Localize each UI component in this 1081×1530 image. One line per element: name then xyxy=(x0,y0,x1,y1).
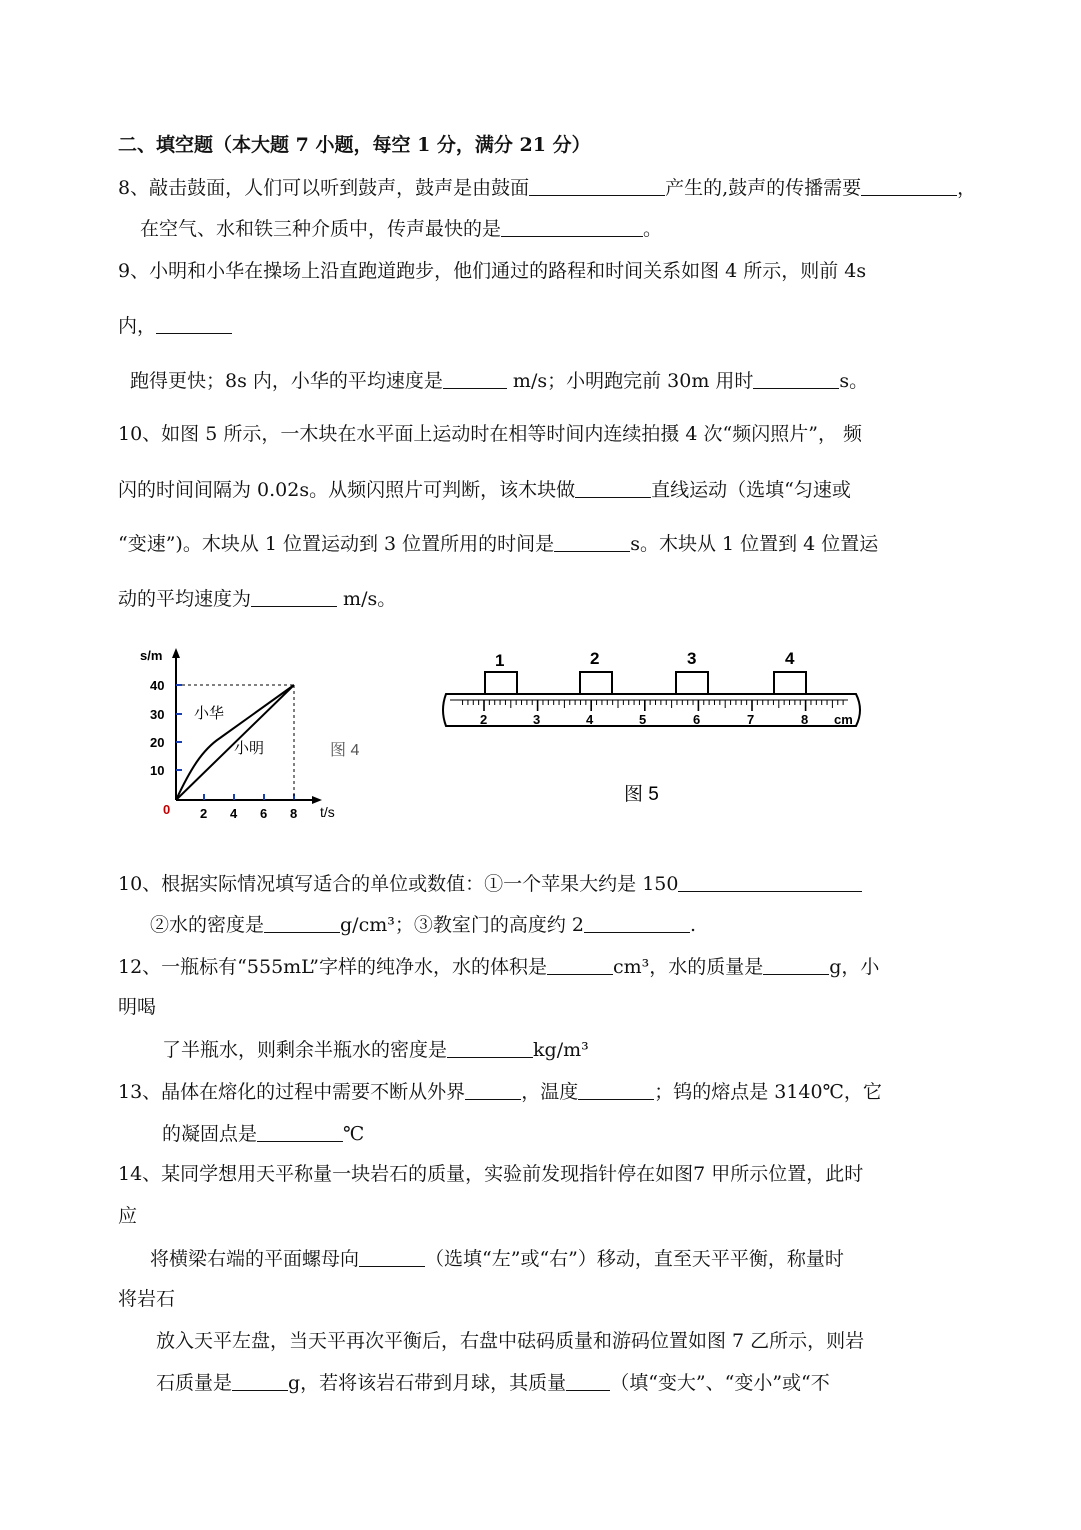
q10a-blank-1[interactable] xyxy=(575,477,651,498)
q14-text-e: （填“变大”、“变小”或“不 xyxy=(610,1372,830,1394)
fig5-marker: 2 xyxy=(590,649,600,668)
q14-line6 xyxy=(156,1370,830,1395)
q9-blank-1[interactable] xyxy=(156,313,232,334)
fig5-unit: cm xyxy=(834,712,853,727)
fig5-scale-label: 5 xyxy=(639,712,647,727)
q13-text-e: ℃ xyxy=(343,1123,365,1145)
q9-text-d: s。 xyxy=(839,370,869,392)
figure-4 xyxy=(130,640,380,830)
fig4-ytick-label: 40 xyxy=(150,678,165,693)
fig4-xtick-label: 2 xyxy=(200,806,208,821)
q9-text-a: 内， xyxy=(118,315,157,337)
fig5-scale-label: 7 xyxy=(747,712,755,727)
q9-text-b: 跑得更快；8s 内，小华的平均速度是 xyxy=(130,370,443,392)
q8-text-d: 在空气、水和铁三种介质中，传声最快的是 xyxy=(140,218,502,240)
q9-line2 xyxy=(118,313,232,338)
q14-blank-2[interactable] xyxy=(232,1370,288,1391)
q12-line3 xyxy=(162,1037,589,1062)
q10a-line2 xyxy=(118,477,851,502)
fig5-scale-label: 2 xyxy=(480,712,488,727)
q10a-text-b: 直线运动（选填“匀速或 xyxy=(651,479,851,501)
q9-line1: 9、小明和小华在操场上沿直跑道跑步，他们通过的路程和时间关系如图 4 所示，则前 4s xyxy=(118,260,867,282)
q13-text-b: ，温度 xyxy=(521,1081,579,1103)
q11-text-d: . xyxy=(689,914,697,936)
q13-line2 xyxy=(162,1121,364,1146)
fig4-ytick-label: 10 xyxy=(150,763,165,778)
fig4-series-label: 小明 xyxy=(234,740,265,757)
q14-blank-1[interactable] xyxy=(359,1246,425,1267)
q10a-line1: 10、如图 5 所示，一木块在水平面上运动时在相等时间内连续拍摄 4 次“频闪照片”， 频 xyxy=(118,423,862,445)
q12-line1 xyxy=(118,954,879,979)
q8-blank-1[interactable] xyxy=(529,175,665,196)
q8-blank-3[interactable] xyxy=(501,216,643,237)
fig5-block xyxy=(676,672,708,694)
fig4-caption: 图 4 xyxy=(330,742,360,759)
q10a-blank-2[interactable] xyxy=(554,531,630,552)
q14-text-a: 将横梁右端的平面螺母向 xyxy=(150,1248,360,1270)
fig4-xtick-label: 8 xyxy=(290,806,298,821)
fig4-ytick-label: 20 xyxy=(150,735,165,750)
q14-text-c: 石质量是 xyxy=(156,1372,233,1394)
fig4-x-arrow xyxy=(312,796,322,804)
fig4-y-arrow xyxy=(172,648,180,658)
fig5-scale-label: 8 xyxy=(801,712,809,727)
q13-blank-2[interactable] xyxy=(578,1079,654,1100)
fig5-block xyxy=(485,672,517,694)
q11-blank-1[interactable] xyxy=(678,871,862,892)
q14-line1: 14、某同学想用天平称量一块岩石的质量，实验前发现指针停在如图7 甲所示位置，此时 xyxy=(118,1163,864,1185)
fig4-xtick-label: 4 xyxy=(230,806,238,821)
fig5-caption: 图 5 xyxy=(624,784,659,805)
q12-blank-3[interactable] xyxy=(447,1037,533,1058)
q10a-text-f: m/s。 xyxy=(337,588,397,610)
q8-line1 xyxy=(118,175,976,200)
figure-4-graph xyxy=(130,640,380,830)
q10a-text-a: 闪的时间间隔为 0.02s。从频闪照片可判断，该木块做 xyxy=(118,479,576,501)
q8-text-e: 。 xyxy=(643,218,663,240)
q10a-line3 xyxy=(118,531,878,556)
q11-blank-2[interactable] xyxy=(264,912,340,933)
q11-text-a: 10、根据实际情况填写适合的单位或数值：①一个苹果大约是 150 xyxy=(118,873,679,895)
q10a-text-d: s。木块从 1 位置到 4 位置运 xyxy=(630,533,879,555)
q9-line3 xyxy=(130,368,868,393)
q9-text-c: m/s；小明跑完前 30m 用时 xyxy=(506,370,754,392)
q11-line1 xyxy=(118,871,862,896)
fig5-marker: 1 xyxy=(495,651,505,670)
fig5-ruler-body xyxy=(443,694,860,726)
fig5-scale-label: 3 xyxy=(533,712,541,727)
fig5-block xyxy=(774,672,806,694)
q14-line5: 放入天平左盘，当天平再次平衡后，右盘中砝码质量和游码位置如图 7 乙所示，则岩 xyxy=(156,1330,865,1352)
fig4-xlabel: t/s xyxy=(320,804,335,820)
q14-text-d: g，若将该岩石带到月球，其质量 xyxy=(288,1372,567,1394)
fig5-marker: 3 xyxy=(687,649,697,668)
q14-text-b: （选填“左”或“右”）移动，直至天平平衡，称量时 xyxy=(425,1248,844,1270)
q13-text-d: 的凝固点是 xyxy=(162,1123,258,1145)
q8-text-b: 产生的,鼓声的传播需要 xyxy=(665,177,862,199)
q13-blank-1[interactable] xyxy=(465,1079,521,1100)
q14-line2: 应 xyxy=(118,1205,138,1227)
fig4-origin: 0 xyxy=(163,802,171,817)
q12-text-a: 12、一瓶标有“555mL”字样的纯净水，水的体积是 xyxy=(118,956,547,978)
q10a-line4 xyxy=(118,586,396,611)
q13-text-a: 13、晶体在熔化的过程中需要不断从外界 xyxy=(118,1081,466,1103)
fig5-scale-label: 6 xyxy=(693,712,701,727)
q11-text-c: g/cm³；③教室门的高度约 2 xyxy=(340,914,584,936)
q13-line1 xyxy=(118,1079,882,1104)
q11-text-b: ②水的密度是 xyxy=(150,914,265,936)
q12-text-d: 了半瓶水，则剩余半瓶水的密度是 xyxy=(162,1039,448,1061)
q12-text-c: g，小 xyxy=(829,956,880,978)
fig5-block xyxy=(580,672,612,694)
q10a-text-e: 动的平均速度为 xyxy=(118,588,252,610)
fig4-series-label: 小华 xyxy=(194,705,225,722)
q11-line2 xyxy=(150,912,696,937)
q12-text-b: cm³，水的质量是 xyxy=(612,956,764,978)
q12-blank-1[interactable] xyxy=(547,954,613,975)
q14-line4: 将岩石 xyxy=(118,1288,176,1310)
q13-blank-3[interactable] xyxy=(257,1121,343,1142)
q10a-text-c: “变速”)。木块从 1 位置运动到 3 位置所用的时间是 xyxy=(118,533,555,555)
q9-blank-3[interactable] xyxy=(753,368,839,389)
q14-line3 xyxy=(150,1246,844,1271)
section-title: 二、填空题（本大题 7 小题，每空 1 分，满分 21 分） xyxy=(118,134,591,156)
q12-text-e: kg/m³ xyxy=(533,1039,589,1061)
q11-blank-3[interactable] xyxy=(584,912,690,933)
q8-blank-2[interactable] xyxy=(861,175,957,196)
figure-5 xyxy=(438,640,868,810)
fig5-marker: 4 xyxy=(785,649,795,668)
q14-blank-3[interactable] xyxy=(566,1370,610,1391)
fig4-ylabel: s/m xyxy=(140,648,163,663)
q8-text-c: ， xyxy=(957,177,977,199)
q12-blank-2[interactable] xyxy=(763,954,829,975)
q9-blank-2[interactable] xyxy=(443,368,507,389)
q13-text-c: ；钨的熔点是 3140℃，它 xyxy=(654,1081,882,1103)
fig4-ytick-label: 30 xyxy=(150,707,165,722)
figure-5-ruler xyxy=(438,640,868,810)
q8-line2 xyxy=(140,216,662,241)
fig5-scale-label: 4 xyxy=(586,712,594,727)
q10a-blank-3[interactable] xyxy=(251,586,337,607)
q12-line2: 明喝 xyxy=(118,996,157,1018)
fig4-xtick-label: 6 xyxy=(260,806,268,821)
q8-text-a: 8、敲击鼓面，人们可以听到鼓声，鼓声是由鼓面 xyxy=(118,177,530,199)
